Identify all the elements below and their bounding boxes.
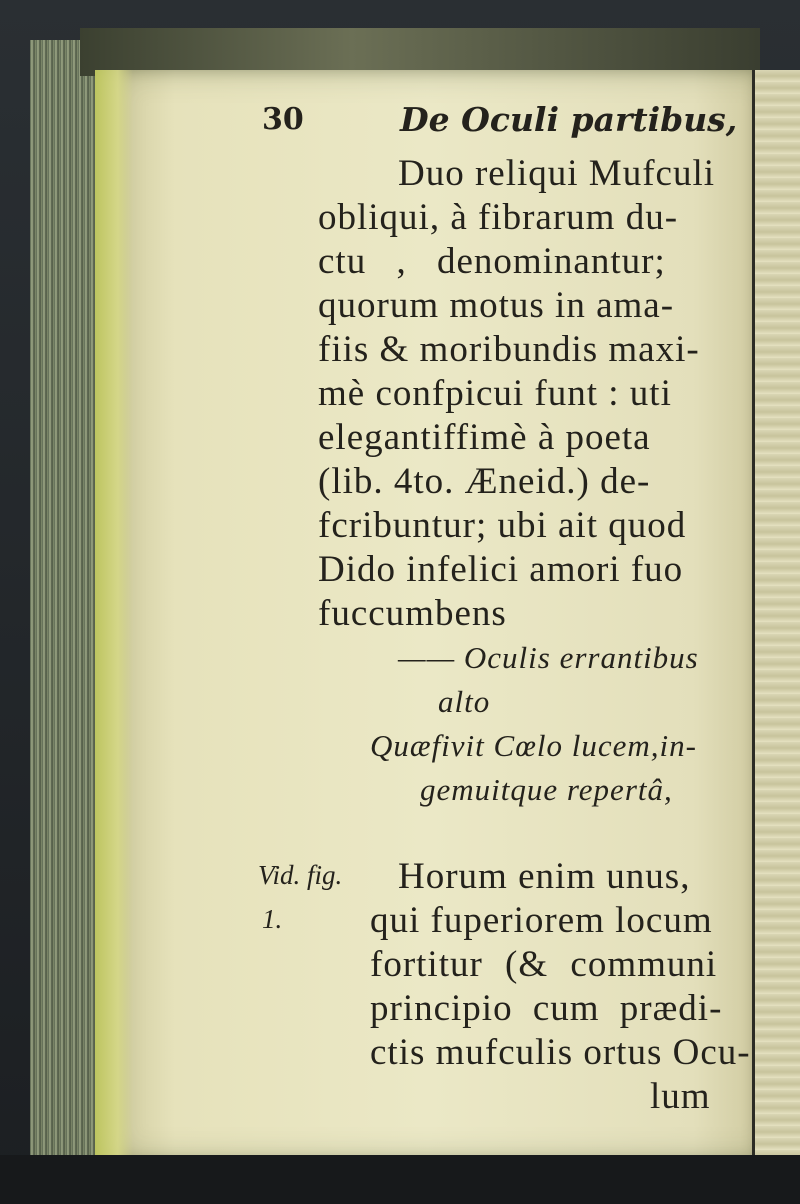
body-line: (lib. 4to. Æneid.) de- [318,461,651,502]
margin-note-figure: 1. [262,904,283,934]
margin-note-reference: Vid. fig. [258,860,343,890]
body-line: lum [650,1076,711,1117]
body-line: ctis mufculis ortus Ocu- [370,1032,751,1073]
body-line: fcribuntur; ubi ait quod [318,505,687,546]
body-line: fuccumbens [318,593,507,634]
body-line: fiis & moribundis maxi- [318,329,700,370]
body-line: fortitur (& communi [370,944,718,985]
body-line: elegantiffimè à poeta [318,417,651,458]
verse-line: alto [438,684,491,719]
background-bottom [0,1155,800,1204]
body-line: mè confpicui funt : uti [318,373,672,414]
verse-line: Quæfivit Cœlo lucem,in- [370,728,697,763]
body-line: Duo reliqui Mufculi [398,153,716,194]
running-head: De Oculi partibus, [400,100,738,139]
book-top-edge [80,28,760,76]
verse-line: gemuitque repertâ, [420,772,673,807]
page-number: 30 [262,102,304,137]
body-line: obliqui, à fibrarum du- [318,197,679,238]
body-line: qui fuperiorem locum [370,900,713,941]
body-line: Horum enim unus, [398,856,691,897]
body-line: principio cum prædi- [370,988,723,1029]
verse-line: —— Oculis errantibus [398,640,699,675]
body-line: Dido infelici amori fuo [318,549,684,590]
facing-page-edge [752,70,800,1160]
body-line: ctu , denominantur; [318,241,666,282]
body-line: quorum motus in ama- [318,285,675,326]
page-gutter [95,70,133,1160]
